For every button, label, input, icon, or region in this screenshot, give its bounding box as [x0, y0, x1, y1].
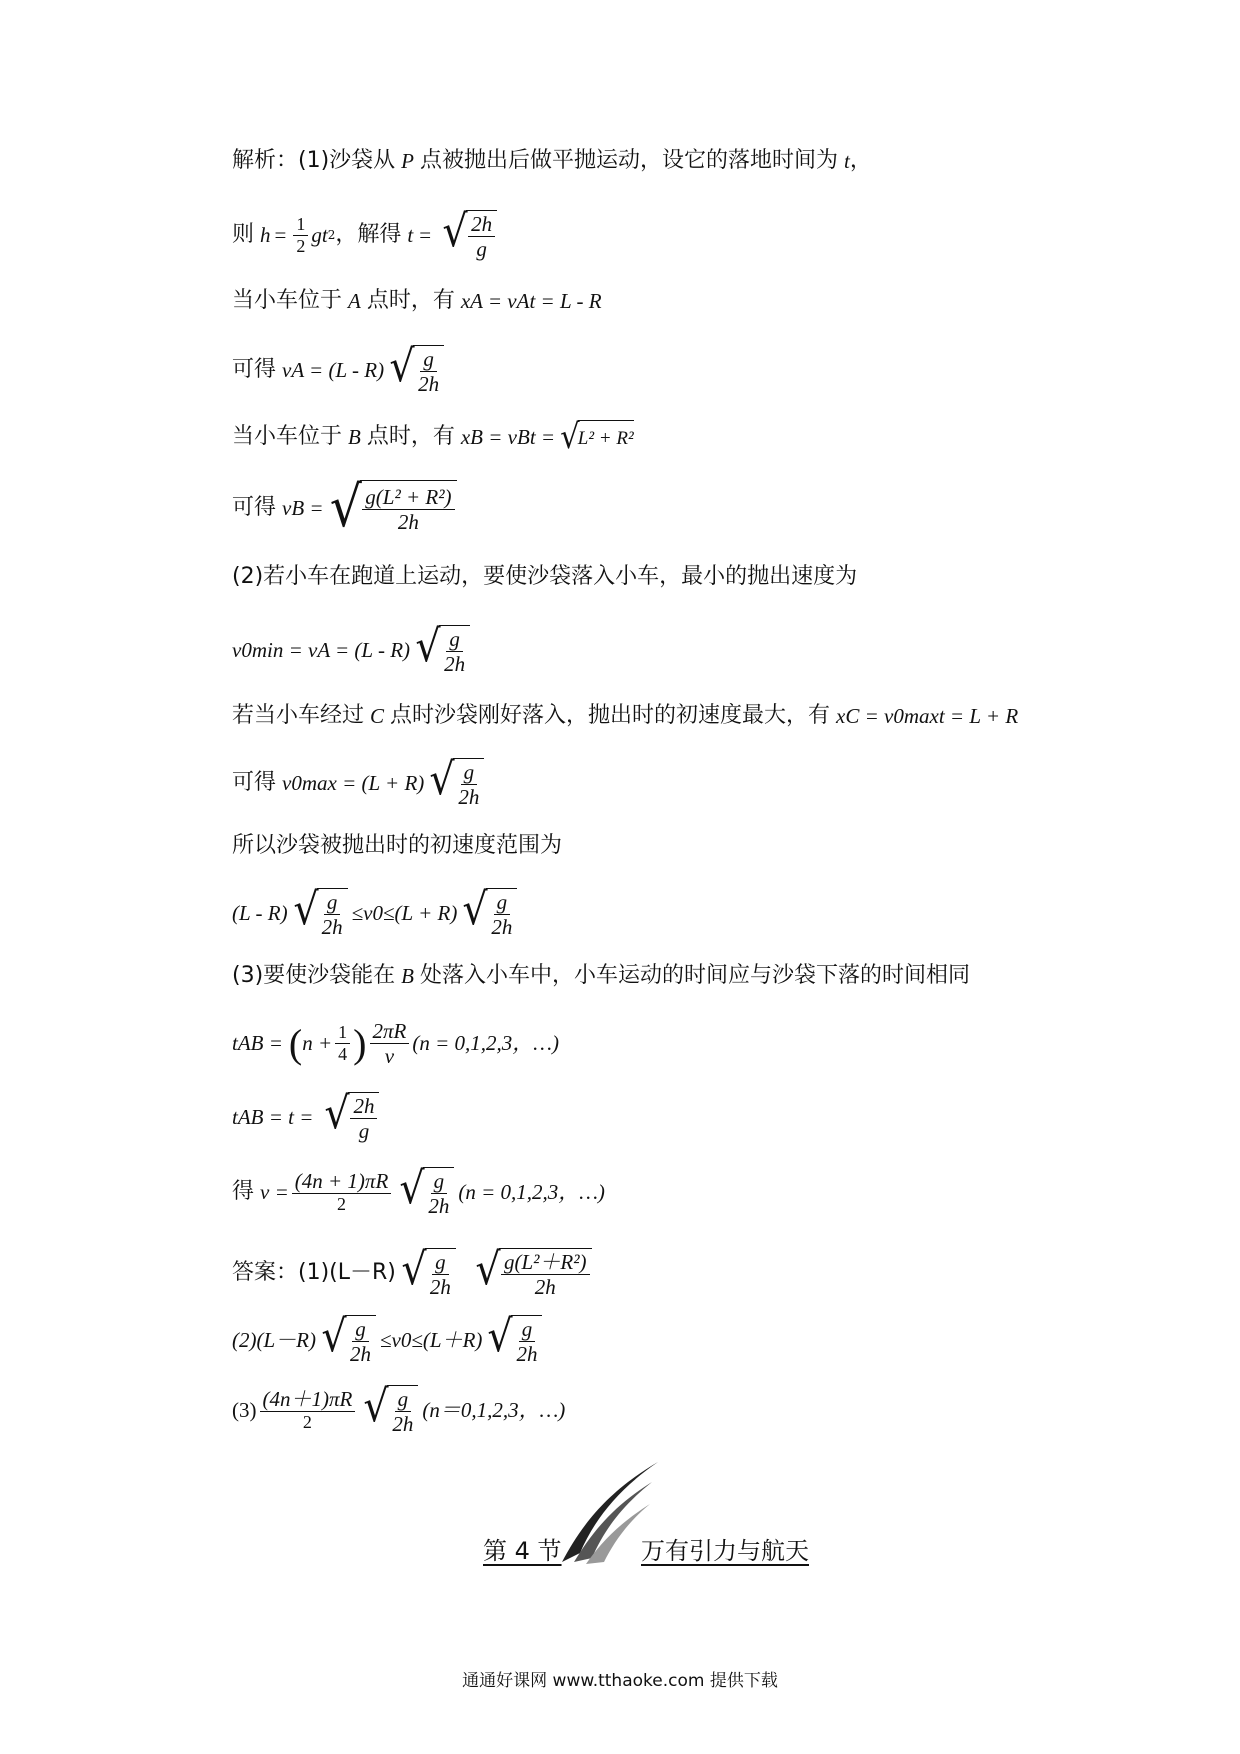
text: 点时，有: [366, 424, 455, 449]
text: ，: [849, 148, 872, 173]
text: 可得: [232, 770, 277, 796]
equals: =: [274, 222, 287, 247]
solution-line-6: [232, 475, 461, 540]
solution-line-10: [232, 754, 488, 810]
solution-line-4: [232, 341, 448, 397]
fraction: $\frac{2\pi R}{v}$: [370, 1020, 410, 1067]
solution-line-11: [232, 835, 562, 857]
section-title: 万有引力与航天: [641, 1537, 809, 1565]
sqrt: √ $\frac{g}{2h}$: [414, 625, 470, 675]
sqrt: √ $\frac{g}{2h}$: [428, 758, 484, 808]
expr: (3): [232, 1397, 257, 1422]
point-p: P: [401, 148, 414, 173]
fraction: $\frac{1}{2}$: [293, 215, 308, 256]
sqrt: √ L² + R²: [560, 417, 634, 457]
expr: tAB =: [232, 1031, 283, 1056]
condition: (n = 0,1,2,3，…): [412, 1031, 559, 1056]
inequality: ≤v0≤(L＋R): [380, 1327, 483, 1352]
text: (3)要使沙袋能在: [232, 963, 396, 988]
solution-line-7: [232, 566, 857, 588]
solution-line-13: [232, 965, 970, 987]
expr: n +: [302, 1031, 333, 1056]
text: 当小车位于: [232, 288, 343, 313]
solution-line-15: [232, 1088, 383, 1144]
solution-line-9: [232, 705, 1018, 727]
sqrt: √ $\frac{g}{2h}$: [362, 1385, 418, 1435]
solution-line-8: [232, 621, 474, 677]
sqrt: √ $\frac{g}{2h}$: [292, 888, 348, 938]
answer-line-3: [232, 1381, 566, 1437]
text: 可得: [232, 495, 277, 520]
equation: xC = v0maxt = L + R: [836, 703, 1019, 728]
text: 点被抛出后做平抛运动，设它的落地时间为: [420, 148, 839, 173]
text: 点时沙袋刚好落入，抛出时的初速度最大，有: [390, 703, 831, 728]
equation: tAB = t =: [232, 1104, 314, 1129]
text: 若当小车经过: [232, 703, 365, 728]
point-a: A: [348, 288, 361, 313]
point-c: C: [370, 703, 385, 728]
sqrt: √ $\frac{g}{2h}$: [398, 1167, 454, 1217]
section-number: 第 4 节: [483, 1537, 562, 1565]
answer-line-2: [232, 1311, 546, 1367]
sqrt: √ $\frac{g}{2h}$: [400, 1248, 456, 1298]
solution-line-5: [232, 417, 638, 457]
equation: v0min = vA = (L - R): [232, 637, 411, 662]
sqrt: √ $\frac{g}{2h}$: [388, 345, 444, 395]
condition: (n = 0,1,2,3，…): [458, 1179, 605, 1204]
sqrt: √ $\frac{g}{2h}$: [486, 1315, 542, 1365]
text: 当小车位于: [232, 424, 343, 449]
text: 可得: [232, 357, 277, 383]
inequality: ≤v0≤(L + R): [351, 900, 458, 925]
fraction: $\frac{1}{4}$: [335, 1023, 350, 1064]
solution-line-12: [232, 884, 521, 940]
equation: xA = vAt = L - R: [460, 288, 602, 313]
answer-line-1: [232, 1244, 596, 1300]
equation: xB = vBt =: [460, 424, 556, 449]
page-footer: 通通好课网 www.tthaoke.com 提供下载: [462, 1671, 778, 1691]
equation: vA = (L - R): [282, 357, 385, 382]
sqrt: √ $\frac{g}{2h}$: [320, 1315, 376, 1365]
fraction: $\frac{(4n+1)\pi R}{2}$: [260, 1388, 356, 1432]
text: 则: [232, 222, 255, 248]
text: ，解得: [335, 222, 402, 248]
text: 得: [232, 1179, 255, 1205]
equals: =: [419, 222, 432, 247]
expr: (L - R): [232, 900, 288, 925]
expr: gt: [311, 222, 328, 247]
fraction: $\frac{(4n + 1)\pi R}{2}$: [292, 1170, 392, 1214]
text: 点时，有: [366, 288, 455, 313]
equation: v0max = (L + R): [282, 770, 425, 795]
var-t: t: [844, 148, 850, 173]
solution-line-2: [232, 206, 501, 262]
text: 所以沙袋被抛出时的初速度范围为: [232, 833, 563, 858]
sqrt: √ $\frac{\text{g(L²＋R²)}}{2h}$: [474, 1248, 592, 1298]
var-h: h: [260, 222, 271, 247]
equation: vB =: [282, 495, 324, 520]
expr: (2)(L－R): [232, 1327, 316, 1352]
point-b: B: [401, 963, 414, 988]
sqrt: √ $\frac{\text{g(L² + R²)}}{2h}$: [328, 480, 457, 536]
text: (2)若小车在跑道上运动，要使沙袋落入小车，最小的抛出速度为: [232, 564, 858, 589]
expr: v =: [260, 1179, 289, 1204]
sqrt: √ $\frac{2h}{g}$: [323, 1092, 379, 1142]
solution-line-3: [232, 290, 602, 312]
sqrt: √ $\frac{g}{2h}$: [461, 888, 517, 938]
solution-line-16: [232, 1163, 605, 1219]
var-t: t: [407, 222, 414, 247]
condition: (n＝0,1,2,3，…): [422, 1397, 566, 1422]
sqrt: √ $\frac{2h}{g}$: [441, 210, 497, 260]
point-b: B: [348, 424, 361, 449]
text: 处落入小车中，小车运动的时间应与沙袋下落的时间相同: [420, 963, 971, 988]
exponent: 2: [327, 228, 336, 243]
solution-line-14: tAB = ( n + $\frac{1}{4}$ ) $\frac{2\pi R}{v}$ (n = 0,1,2,3，…): [232, 1019, 559, 1069]
solution-line-1: [232, 150, 872, 172]
analysis-label: 解析：(1)沙袋从: [232, 148, 396, 173]
answer-label: 答案：(1)(L－R): [232, 1260, 396, 1286]
